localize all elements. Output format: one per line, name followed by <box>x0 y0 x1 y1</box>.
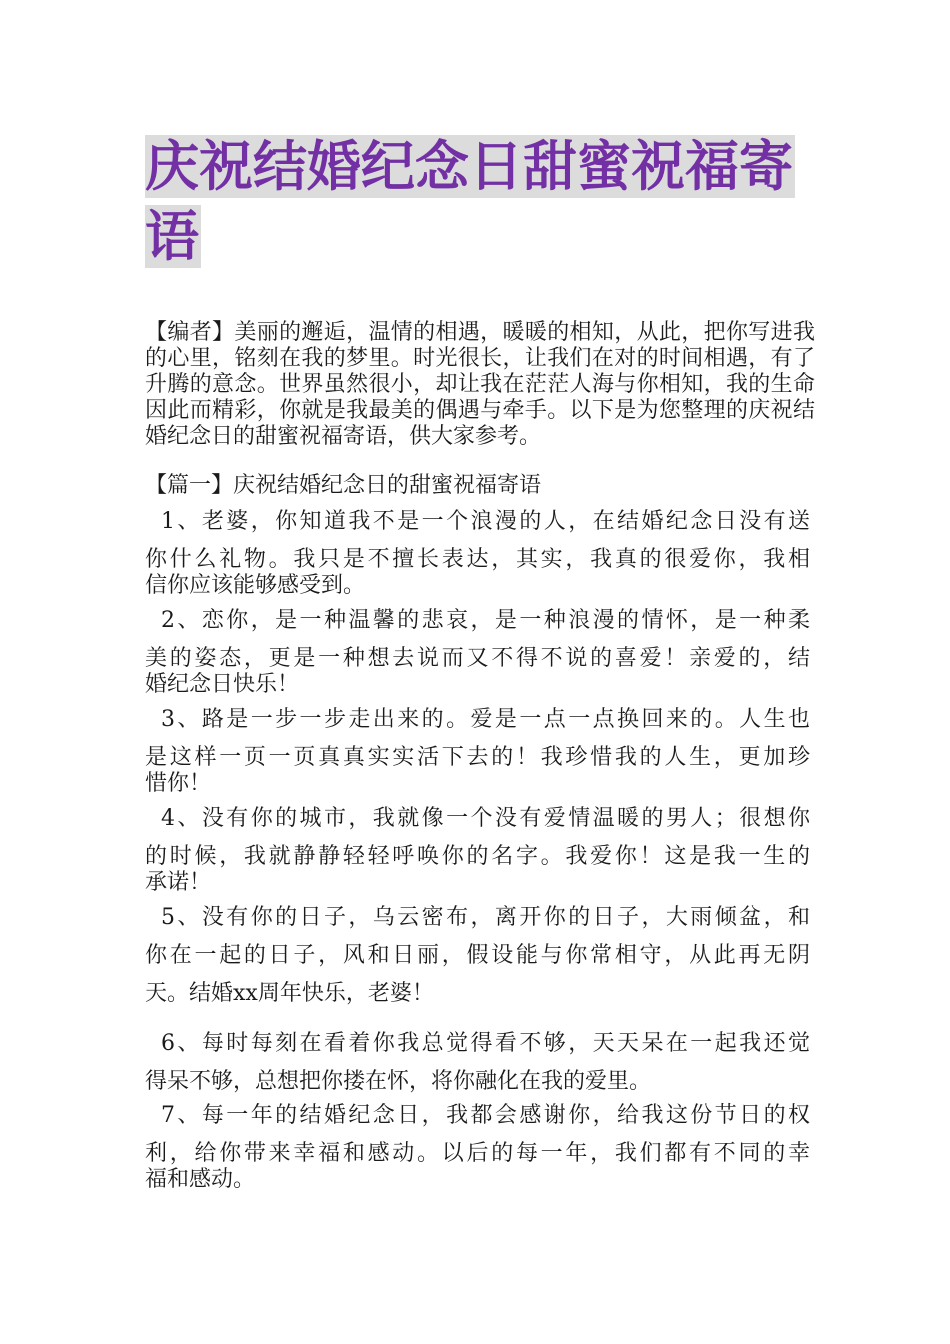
title-text: 庆祝结婚纪念日甜蜜祝福寄语 <box>145 135 793 268</box>
list-item <box>145 508 810 600</box>
list-item-line: 的时候，我就静静轻轻呼唤你的名字。我爱你！这是我一生的 <box>145 844 810 869</box>
list-item <box>145 1102 810 1194</box>
list-item-line: 你在一起的日子，风和日丽，假设能与你常相守，从此再无阴 <box>145 943 810 968</box>
list-item-line: 是这样一页一页真真实实活下去的！我珍惜我的人生，更加珍 <box>145 745 810 770</box>
document-title <box>145 132 815 272</box>
list-item-line: 2、恋你，是一种温馨的悲哀，是一种浪漫的情怀，是一种柔 <box>161 608 810 633</box>
section-heading: 【篇一】庆祝结婚纪念日的甜蜜祝福寄语 <box>145 473 542 498</box>
list-item-line: 7、每一年的结婚纪念日，我都会感谢你，给我这份节日的权 <box>161 1103 810 1128</box>
list-item-line: 你什么礼物。我只是不擅长表达，其实，我真的很爱你，我相 <box>145 547 810 572</box>
editor-intro: 【编者】美丽的邂逅，温情的相遇，暖暖的相知，从此，把你写进我的心里，铭刻在我的梦里。时光很长，让我们在对的时间相遇，有了升腾的意念。世界虽然很小，却让我在茫茫人海与你相知，我的生命因此而精彩，你就是我最美的偶遇与牵手。以下是为您整理的庆祝结婚纪念日的甜蜜祝福寄语，供大家参考。 <box>145 320 815 449</box>
list-item-line: 5、没有你的日子，乌云密布，离开你的日子，大雨倾盆，和 <box>161 905 810 930</box>
list-item-line: 信你应该能够感受到。 <box>145 573 366 598</box>
list-item-line: 福和感动。 <box>145 1167 256 1192</box>
list-item-line: 得呆不够，总想把你搂在怀，将你融化在我的爱里。 <box>145 1069 652 1094</box>
list-item-line: 利，给你带来幸福和感动。以后的每一年，我们都有不同的幸 <box>145 1141 810 1166</box>
list-item-line: 惜你！ <box>145 771 212 796</box>
list-item-line: 天。结婚xx周年快乐，老婆！ <box>145 981 434 1006</box>
list-item <box>145 706 810 798</box>
list-item <box>145 1030 810 1096</box>
list-item-line: 承诺！ <box>145 870 212 895</box>
list-item <box>145 805 810 897</box>
list-item <box>145 607 810 699</box>
list-item-line: 1、老婆，你知道我不是一个浪漫的人，在结婚纪念日没有送 <box>161 509 810 534</box>
list-item-line: 美的姿态，更是一种想去说而又不得不说的喜爱！亲爱的，结 <box>145 646 810 671</box>
list-item <box>145 904 810 1008</box>
list-item-line: 6、每时每刻在看着你我总觉得看不够，天天呆在一起我还觉 <box>161 1031 810 1056</box>
list-item-line: 4、没有你的城市，我就像一个没有爱情温暖的男人；很想你 <box>161 806 810 831</box>
list-item-line: 3、路是一步一步走出来的。爱是一点一点换回来的。人生也 <box>161 707 810 732</box>
list-item-line: 婚纪念日快乐！ <box>145 672 300 697</box>
